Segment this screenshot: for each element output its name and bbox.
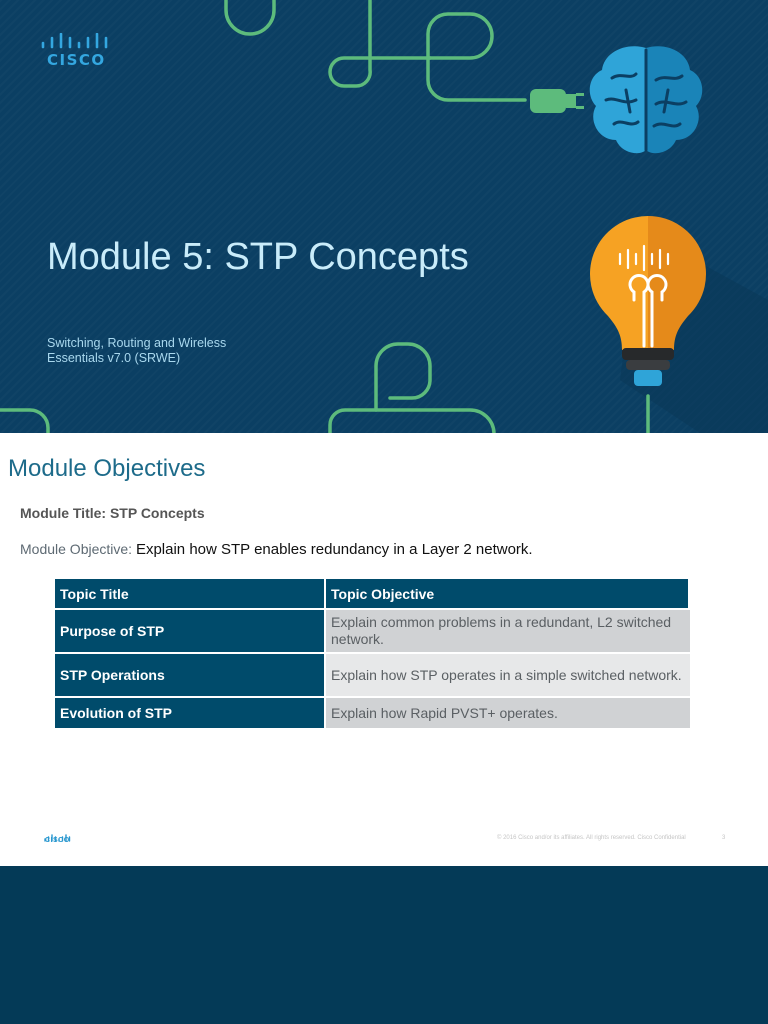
subtitle-line: Switching, Routing and Wireless: [47, 336, 227, 350]
table-row: [55, 654, 690, 696]
topic-objective-cell: Explain common problems in a redundant, L2 switched network.: [326, 610, 690, 652]
plug-icon: [530, 89, 584, 113]
topic-objective-cell: Explain how Rapid PVST+ operates.: [326, 698, 690, 728]
topics-table: [55, 577, 690, 730]
footer-cisco-wordmark: CISCO: [45, 837, 70, 844]
topic-title-cell: STP Operations: [55, 654, 326, 696]
next-slide-background: [0, 866, 768, 1024]
cisco-wordmark: CISCO: [47, 51, 106, 69]
table-row: [55, 610, 690, 652]
module-objective-separator: :: [128, 541, 133, 557]
objectives-slide: [0, 433, 768, 866]
column-header-topic-objective: Topic Objective: [326, 579, 690, 608]
table-header-row: [55, 579, 690, 608]
title-slide: [0, 0, 768, 433]
module-objective-label: Module Objective: [20, 541, 129, 557]
cisco-bars-icon: [40, 33, 110, 49]
brain-icon: [590, 46, 703, 153]
footer-cisco-logo: [43, 829, 73, 847]
cisco-logo: [40, 33, 110, 73]
slide-subtitle: [47, 336, 277, 366]
module-objective: [20, 541, 533, 558]
topic-objective-cell: Explain how STP operates in a simple switched network.: [326, 654, 690, 696]
topic-title-cell: Evolution of STP: [55, 698, 326, 728]
topic-title-cell: Purpose of STP: [55, 610, 326, 652]
slide-title: Module 5: STP Concepts: [47, 236, 469, 278]
module-objective-value: Explain how STP enables redundancy in a Layer 2 network.: [135, 541, 533, 558]
column-header-topic-title: Topic Title: [55, 579, 326, 608]
objectives-heading: Module Objectives: [8, 455, 206, 482]
page-number: 3: [722, 835, 726, 841]
table-row: [55, 698, 690, 728]
subtitle-line: Essentials v7.0 (SRWE): [47, 351, 181, 365]
circuit-decoration: [0, 0, 768, 433]
module-title: Module Title: STP Concepts: [20, 505, 205, 521]
footer-copyright: © 2016 Cisco and/or its affiliates. All rights reserved. Cisco Confidential: [497, 835, 686, 841]
